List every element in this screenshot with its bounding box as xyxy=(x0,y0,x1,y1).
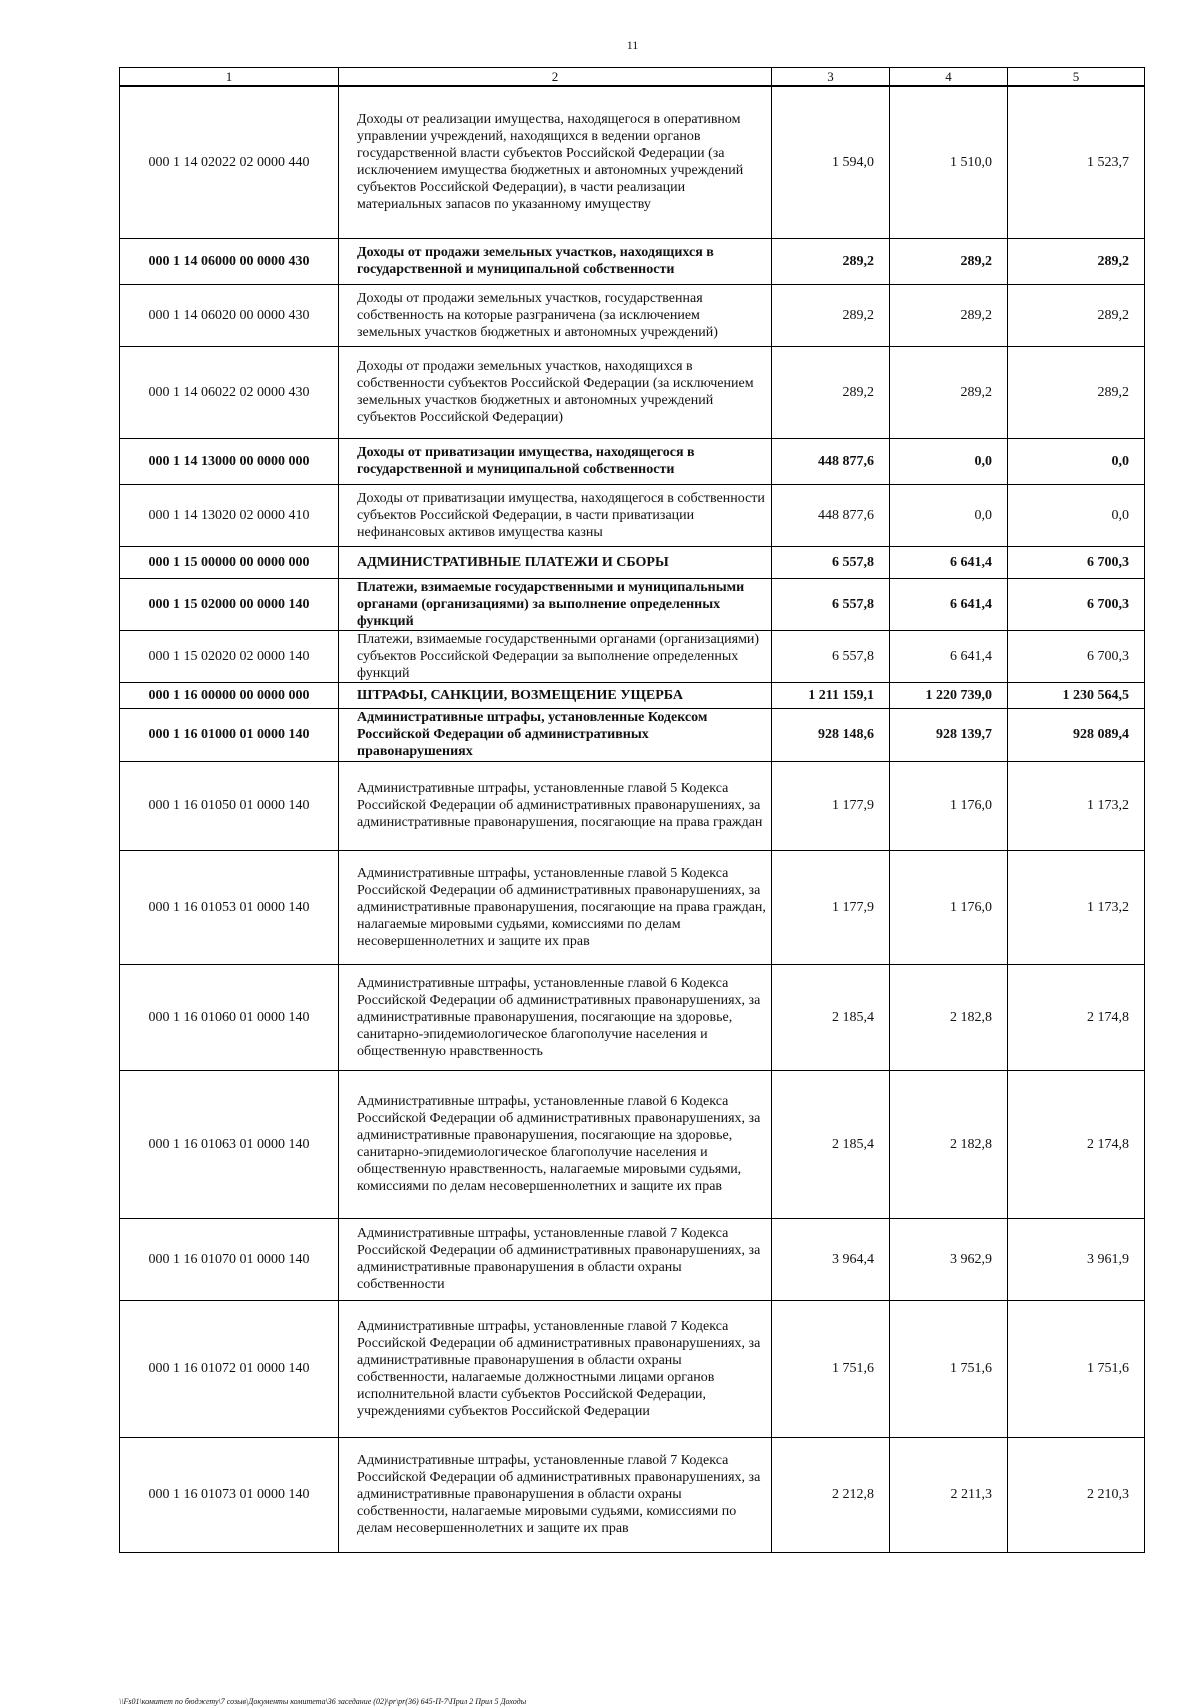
revenue-name: Доходы от приватизации имущества, находящегося в собственности субъектов Российской Федерации, в части приватизации нефинансовых активов имущества казны xyxy=(339,484,772,546)
amount-col-3: 2 212,8 xyxy=(772,1437,890,1552)
amount-col-4: 0,0 xyxy=(890,438,1008,484)
amount-col-4: 1 220 739,0 xyxy=(890,682,1008,708)
amount-col-5: 6 700,3 xyxy=(1008,546,1145,578)
revenue-code: 000 1 16 01050 01 0000 140 xyxy=(120,761,339,850)
revenue-code: 000 1 16 01060 01 0000 140 xyxy=(120,964,339,1070)
revenue-name: Административные штрафы, установленные главой 7 Кодекса Российской Федерации об административных правонарушениях, за административные правонарушения в области охраны собственности, налагаемые мировыми судьями, комиссиями по делам несовершеннолетних и защите их прав xyxy=(339,1437,772,1552)
amount-col-3: 1 177,9 xyxy=(772,761,890,850)
amount-col-5: 2 210,3 xyxy=(1008,1437,1145,1552)
amount-col-3: 289,2 xyxy=(772,346,890,438)
revenue-name: Доходы от приватизации имущества, находящегося в государственной и муниципальной собственности xyxy=(339,438,772,484)
amount-col-5: 1 173,2 xyxy=(1008,761,1145,850)
table-row xyxy=(120,850,1145,964)
page-number: 11 xyxy=(626,38,639,52)
table-row xyxy=(120,708,1145,761)
revenue-code: 000 1 14 06000 00 0000 430 xyxy=(120,238,339,284)
amount-col-4: 2 211,3 xyxy=(890,1437,1008,1552)
amount-col-4: 6 641,4 xyxy=(890,546,1008,578)
table-row xyxy=(120,964,1145,1070)
amount-col-4: 928 139,7 xyxy=(890,708,1008,761)
revenue-code: 000 1 16 00000 00 0000 000 xyxy=(120,682,339,708)
column-header-2: 2 xyxy=(339,68,772,87)
revenue-name: Административные штрафы, установленные главой 5 Кодекса Российской Федерации об административных правонарушениях, за административные правонарушения, посягающие на права граждан, налагаемые мировыми судьями, комиссиями по делам несовершеннолетних и защите их прав xyxy=(339,850,772,964)
amount-col-5: 1 751,6 xyxy=(1008,1300,1145,1437)
table-row xyxy=(120,1437,1145,1552)
column-number-row xyxy=(120,68,1145,87)
revenue-name: Административные штрафы, установленные главой 6 Кодекса Российской Федерации об административных правонарушениях, за административные правонарушения, посягающие на здоровье, санитарно-эпидемиологическое благополучие населения и общественную нравственность, налагаемые мировыми судьями, комиссиями по делам несовершеннолетних и защите их прав xyxy=(339,1070,772,1218)
column-header-4: 4 xyxy=(890,68,1008,87)
amount-col-4: 1 510,0 xyxy=(890,86,1008,238)
amount-col-5: 0,0 xyxy=(1008,484,1145,546)
revenue-code: 000 1 16 01063 01 0000 140 xyxy=(120,1070,339,1218)
revenue-code: 000 1 14 06022 02 0000 430 xyxy=(120,346,339,438)
revenue-name: Доходы от реализации имущества, находящегося в оперативном управлении учреждений, находящихся в ведении органов государственной власти субъектов Российской Федерации (за исключением имущества бюджетных и автономных учреждений субъектов Российской Федерации), в части реализации материальных запасов по указанному имуществу xyxy=(339,86,772,238)
revenue-name: Административные штрафы, установленные Кодексом Российской Федерации об административных правонарушениях xyxy=(339,708,772,761)
amount-col-3: 1 211 159,1 xyxy=(772,682,890,708)
revenue-name: Административные штрафы, установленные главой 7 Кодекса Российской Федерации об административных правонарушениях, за административные правонарушения в области охраны собственности xyxy=(339,1218,772,1300)
amount-col-3: 6 557,8 xyxy=(772,630,890,682)
revenue-name: Административные штрафы, установленные главой 7 Кодекса Российской Федерации об административных правонарушениях, за административные правонарушения в области охраны собственности, налагаемые должностными лицами органов исполнительной власти субъектов Российской Федерации, учреждениями субъектов Российской Федерации xyxy=(339,1300,772,1437)
table-row xyxy=(120,238,1145,284)
amount-col-4: 289,2 xyxy=(890,346,1008,438)
amount-col-5: 1 523,7 xyxy=(1008,86,1145,238)
revenue-name: Административные штрафы, установленные главой 6 Кодекса Российской Федерации об административных правонарушениях, за административные правонарушения, посягающие на здоровье, санитарно-эпидемиологическое благополучие населения и общественную нравственность xyxy=(339,964,772,1070)
amount-col-5: 3 961,9 xyxy=(1008,1218,1145,1300)
revenue-code: 000 1 14 06020 00 0000 430 xyxy=(120,284,339,346)
amount-col-5: 289,2 xyxy=(1008,284,1145,346)
revenue-code: 000 1 16 01070 01 0000 140 xyxy=(120,1218,339,1300)
revenue-code: 000 1 14 13020 02 0000 410 xyxy=(120,484,339,546)
revenue-name: АДМИНИСТРАТИВНЫЕ ПЛАТЕЖИ И СБОРЫ xyxy=(339,546,772,578)
column-header-3: 3 xyxy=(772,68,890,87)
revenue-name: Доходы от продажи земельных участков, государственная собственность на которые разграничена (за исключением земельных участков бюджетных и автономных учреждений) xyxy=(339,284,772,346)
amount-col-3: 2 185,4 xyxy=(772,964,890,1070)
table-row xyxy=(120,578,1145,630)
revenue-table xyxy=(119,67,1145,1553)
revenue-code: 000 1 14 02022 02 0000 440 xyxy=(120,86,339,238)
amount-col-3: 1 594,0 xyxy=(772,86,890,238)
revenue-code: 000 1 16 01073 01 0000 140 xyxy=(120,1437,339,1552)
table-row xyxy=(120,630,1145,682)
revenue-code: 000 1 16 01072 01 0000 140 xyxy=(120,1300,339,1437)
revenue-name: Платежи, взимаемые государственными органами (организациями) субъектов Российской Федерации за выполнение определенных функций xyxy=(339,630,772,682)
amount-col-3: 928 148,6 xyxy=(772,708,890,761)
footer-file-path: \\Fs01\комитет по бюджету\7 созыв\Документы комитета\36 заседание (02)\pr\pr(36) 645-П-7\Прил 2 Прил 5 Доходы xyxy=(119,1697,527,1706)
amount-col-4: 1 751,6 xyxy=(890,1300,1008,1437)
table-row xyxy=(120,438,1145,484)
column-header-1: 1 xyxy=(120,68,339,87)
amount-col-4: 6 641,4 xyxy=(890,630,1008,682)
amount-col-4: 289,2 xyxy=(890,284,1008,346)
amount-col-4: 0,0 xyxy=(890,484,1008,546)
table-row xyxy=(120,484,1145,546)
table-row xyxy=(120,761,1145,850)
table-row xyxy=(120,284,1145,346)
revenue-code: 000 1 15 02020 02 0000 140 xyxy=(120,630,339,682)
amount-col-3: 6 557,8 xyxy=(772,578,890,630)
amount-col-5: 289,2 xyxy=(1008,346,1145,438)
column-header-5: 5 xyxy=(1008,68,1145,87)
amount-col-5: 1 230 564,5 xyxy=(1008,682,1145,708)
revenue-code: 000 1 15 02000 00 0000 140 xyxy=(120,578,339,630)
amount-col-4: 289,2 xyxy=(890,238,1008,284)
amount-col-4: 1 176,0 xyxy=(890,761,1008,850)
amount-col-3: 289,2 xyxy=(772,284,890,346)
amount-col-5: 1 173,2 xyxy=(1008,850,1145,964)
amount-col-4: 6 641,4 xyxy=(890,578,1008,630)
table-row xyxy=(120,1218,1145,1300)
revenue-name: Доходы от продажи земельных участков, находящихся в собственности субъектов Российской Федерации (за исключением земельных участков бюджетных и автономных учреждений субъектов Российской Федерации) xyxy=(339,346,772,438)
amount-col-5: 0,0 xyxy=(1008,438,1145,484)
amount-col-5: 928 089,4 xyxy=(1008,708,1145,761)
table-row xyxy=(120,1070,1145,1218)
revenue-code: 000 1 16 01053 01 0000 140 xyxy=(120,850,339,964)
table-row xyxy=(120,546,1145,578)
revenue-name: Административные штрафы, установленные главой 5 Кодекса Российской Федерации об административных правонарушениях, за административные правонарушения, посягающие на права граждан xyxy=(339,761,772,850)
amount-col-3: 1 751,6 xyxy=(772,1300,890,1437)
revenue-code: 000 1 16 01000 01 0000 140 xyxy=(120,708,339,761)
amount-col-3: 3 964,4 xyxy=(772,1218,890,1300)
amount-col-4: 2 182,8 xyxy=(890,1070,1008,1218)
amount-col-3: 2 185,4 xyxy=(772,1070,890,1218)
amount-col-4: 1 176,0 xyxy=(890,850,1008,964)
table-row xyxy=(120,1300,1145,1437)
table-row xyxy=(120,682,1145,708)
amount-col-4: 3 962,9 xyxy=(890,1218,1008,1300)
revenue-name: ШТРАФЫ, САНКЦИИ, ВОЗМЕЩЕНИЕ УЩЕРБА xyxy=(339,682,772,708)
revenue-name: Доходы от продажи земельных участков, находящихся в государственной и муниципальной собственности xyxy=(339,238,772,284)
table-row xyxy=(120,86,1145,238)
amount-col-5: 6 700,3 xyxy=(1008,578,1145,630)
amount-col-5: 2 174,8 xyxy=(1008,964,1145,1070)
amount-col-3: 448 877,6 xyxy=(772,438,890,484)
amount-col-3: 448 877,6 xyxy=(772,484,890,546)
revenue-code: 000 1 15 00000 00 0000 000 xyxy=(120,546,339,578)
table-row xyxy=(120,346,1145,438)
amount-col-3: 289,2 xyxy=(772,238,890,284)
amount-col-3: 6 557,8 xyxy=(772,546,890,578)
amount-col-4: 2 182,8 xyxy=(890,964,1008,1070)
revenue-name: Платежи, взимаемые государственными и муниципальными органами (организациями) за выполнение определенных функций xyxy=(339,578,772,630)
revenue-code: 000 1 14 13000 00 0000 000 xyxy=(120,438,339,484)
amount-col-5: 6 700,3 xyxy=(1008,630,1145,682)
amount-col-5: 2 174,8 xyxy=(1008,1070,1145,1218)
amount-col-3: 1 177,9 xyxy=(772,850,890,964)
amount-col-5: 289,2 xyxy=(1008,238,1145,284)
